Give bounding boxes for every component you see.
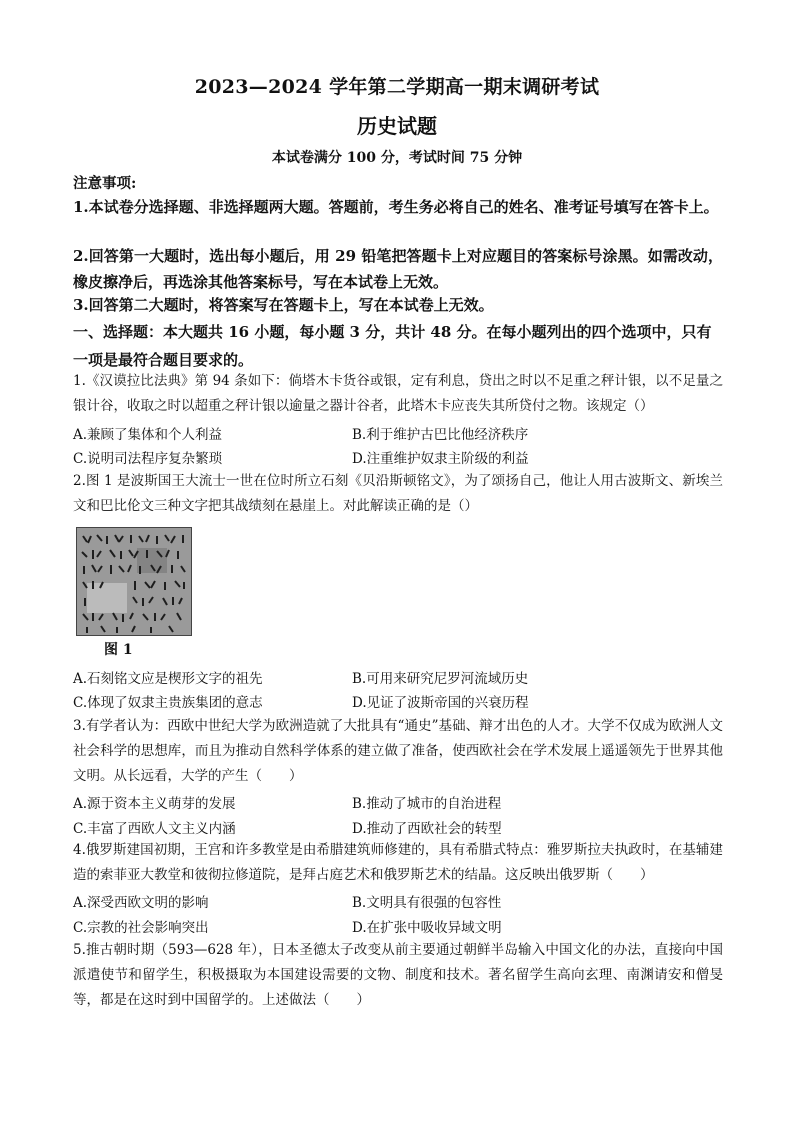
question-3-option-d: D.推动了西欧社会的转型 bbox=[352, 821, 502, 837]
question-4-option-b: B.文明具有很强的包容性 bbox=[352, 895, 502, 911]
notice-heading: 注意事项: bbox=[73, 175, 137, 192]
notice-item-1: 1.本试卷分选择题、非选择题两大题。答题前，考生务必将自己的姓名、准考证号填写在答卡上。 bbox=[73, 198, 719, 216]
question-2-option-a: A.石刻铭文应是楔形文字的祖先 bbox=[73, 671, 263, 687]
question-2-option-c: C.体现了奴隶主贵族集团的意志 bbox=[73, 695, 263, 711]
question-1-option-d: D.注重维护奴隶主阶级的利益 bbox=[352, 451, 529, 467]
question-1-option-a: A.兼顾了集体和个人利益 bbox=[73, 427, 223, 443]
question-3-option-b: B.推动了城市的自治进程 bbox=[352, 796, 502, 812]
notice-item-3: 3.回答第二大题时，将答案写在答题卡上，写在本试卷上无效。 bbox=[73, 296, 494, 314]
question-2-option-d: D.见证了波斯帝国的兴衰历程 bbox=[352, 695, 529, 711]
question-2-option-b: B.可用来研究尼罗河流域历史 bbox=[352, 671, 529, 687]
section-heading: 一、选择题：本大题共 16 小题，每小题 3 分，共计 48 分。在每小题列出的四个选项中，只有一项是最符合题目要求的。 bbox=[73, 323, 712, 369]
question-3-option-a: A.源于资本主义萌芽的发展 bbox=[73, 796, 236, 812]
question-1-option-c: C.说明司法程序复杂繁琐 bbox=[73, 451, 223, 467]
figure-caption: 图 1 bbox=[104, 642, 133, 658]
inscription-figure bbox=[76, 527, 192, 636]
question-4-option-c: C.宗教的社会影响突出 bbox=[73, 920, 209, 936]
question-5-stem: 5.推古朝时期（593—628 年），日本圣德太子改变从前主要通过朝鲜半岛输入中国文化的办法，直接向中国派遣使节和留学生，积极摄取为本国建设需要的文物、制度和技术。著名留学生高向玄理、南渊请安和僧旻等，都是在这时到中国留学的。上述做法（ ） bbox=[73, 942, 723, 1008]
question-3-stem: 3.有学者认为：西欧中世纪大学为欧洲造就了大批具有“通史”基础、辩才出色的人才。大学不仅成为欧洲人文社会科学的思想库，而且为推动自然科学体系的建立做了准备，使西欧社会在学术发展上遥遥领先于世界其他文明。从长远看，大学的产生（ ） bbox=[73, 718, 723, 784]
question-4-option-d: D.在扩张中吸收异域文明 bbox=[352, 920, 502, 936]
question-2-stem: 2.图 1 是波斯国王大流士一世在位时所立石刻《贝沿斯顿铭文》，为了颂扬自己，他让人用古波斯文、新埃兰文和巴比伦文三种文字把其战绩刻在悬崖上。对此解读正确的是（） bbox=[73, 473, 723, 514]
exam-title: 2023—2024 学年第二学期高一期末调研考试 bbox=[194, 76, 600, 98]
subject-title: 历史试题 bbox=[357, 114, 437, 138]
inscription-image bbox=[77, 528, 191, 635]
question-1-option-b: B.利于维护古巴比他经济秩序 bbox=[352, 427, 529, 443]
question-4-option-a: A.深受西欧文明的影响 bbox=[73, 895, 209, 911]
question-3-option-c: C.丰富了西欧人文主义内涵 bbox=[73, 821, 236, 837]
exam-info: 本试卷满分 100 分，考试时间 75 分钟 bbox=[271, 150, 523, 166]
notice-item-2: 2.回答第一大题时，选出每小题后，用 29 铅笔把答题卡上对应题目的答案标号涂黑。如需改动，橡皮擦净后，再选涂其他答案标号，写在本试卷上无效。 bbox=[73, 247, 723, 291]
question-4-stem: 4.俄罗斯建国初期，王宫和许多教堂是由希腊建筑师修建的，具有希腊式特点：雅罗斯拉夫执政时，在基辅建造的索菲亚大教堂和彼彻拉修道院，是拜占庭艺术和俄罗斯艺术的结晶。这反映出俄罗斯（ ） bbox=[73, 842, 723, 883]
question-1-stem: 1.《汉谟拉比法典》第 94 条如下：倘塔木卡货谷或银，定有利息，贷出之时以不足重之秤计银，以不足量之银计谷，收取之时以超重之秤计银以逾量之器计谷者，此塔木卡应丧失其所贷付之物。该规定（） bbox=[73, 373, 723, 414]
